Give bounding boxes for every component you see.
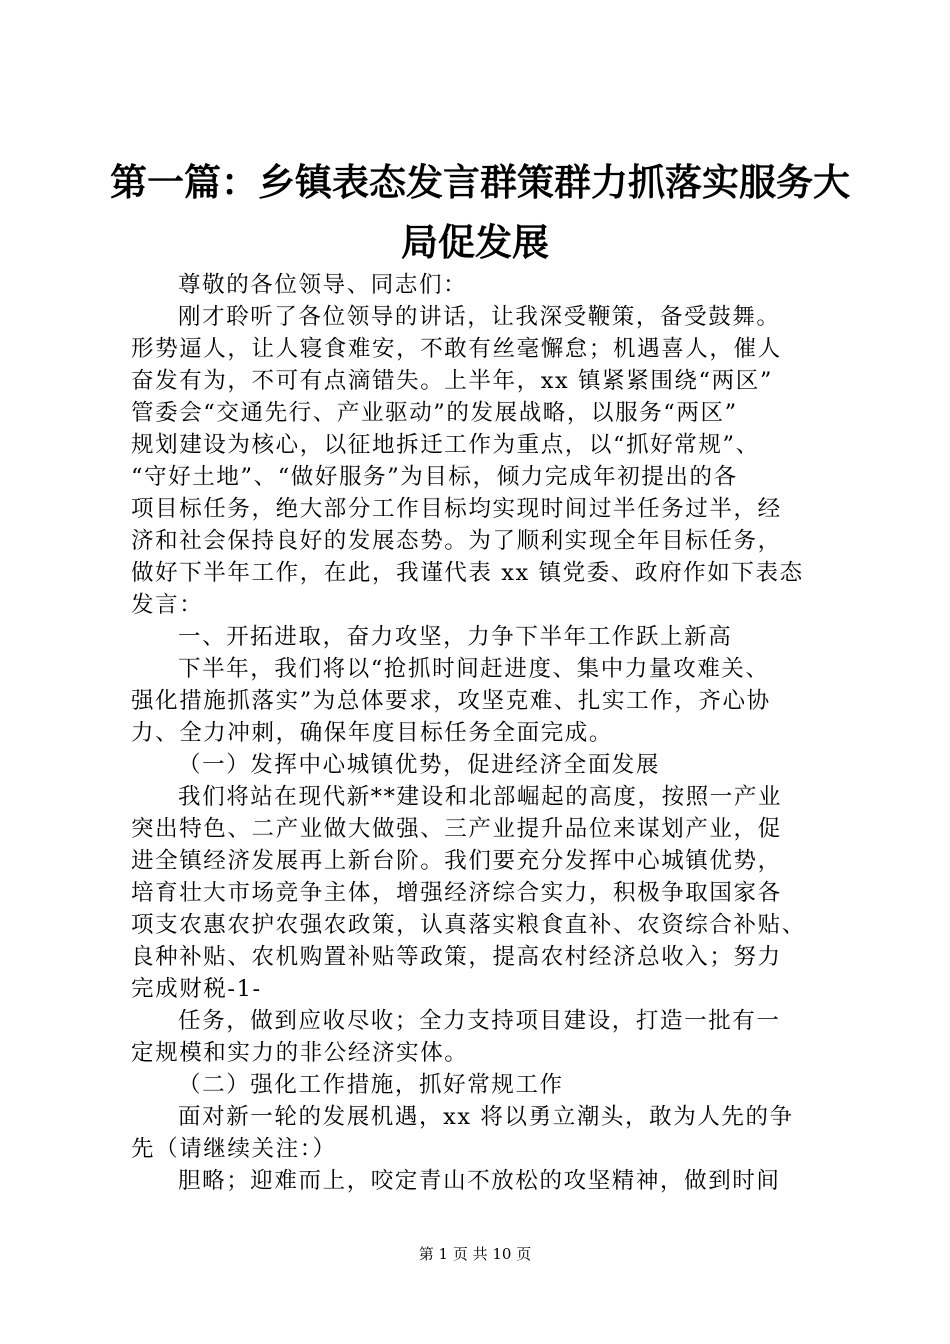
body-line: 尊敬的各位领导、同志们： — [178, 272, 468, 298]
section-heading: 一、开拓进取，奋力攻坚，力争下半年工作跃上新高 — [178, 624, 733, 650]
body-line: 奋发有为，不可有点滴错失。上半年，xx 镇紧紧围绕“两区” — [131, 368, 773, 394]
body-line: 刚才聆听了各位领导的讲话，让我深受鞭策，备受鼓舞。 — [178, 304, 781, 330]
body-line: 下半年，我们将以“抢抓时间赶进度、集中力量攻难关、 — [178, 656, 770, 682]
body-line: 先（请继续关注：） — [131, 1136, 337, 1162]
body-line: 完成财税-1- — [131, 976, 262, 1002]
body-line: 进全镇经济发展再上新台阶。我们要充分发挥中心城镇优势， — [131, 848, 782, 874]
subsection-heading: （二）强化工作措施，抓好常规工作 — [178, 1072, 564, 1098]
subsection-heading: （一）发挥中心城镇优势，促进经济全面发展 — [178, 752, 661, 778]
body-line: 形势逼人，让人寝食难安，不敢有丝毫懈怠；机遇喜人，催人 — [131, 336, 782, 362]
body-line: 胆略；迎难而上，咬定青山不放松的攻坚精神，做到时间 — [178, 1168, 781, 1194]
body-line: 济和社会保持良好的发展态势。为了顺利实现全年目标任务， — [131, 528, 782, 554]
body-line: 良种补贴、农机购置补贴等政策，提高农村经济总收入；努力 — [131, 944, 782, 970]
body-line: 发言： — [131, 592, 204, 618]
document-title-line-2: 局促发展 — [401, 221, 549, 264]
body-line: 管委会“交通先行、产业驱动”的发展战略，以服务“两区” — [131, 400, 738, 426]
document-title-line-1: 第一篇：乡镇表态发言群策群力抓落实服务大 — [110, 161, 850, 204]
body-line: “守好土地”、“做好服务”为目标，倾力完成年初提出的各 — [131, 464, 738, 490]
body-line: 力、全力冲刺，确保年度目标任务全面完成。 — [131, 720, 614, 746]
body-line: 规划建设为核心，以征地拆迁工作为重点，以“抓好常规”、 — [131, 432, 760, 458]
body-line: 强化措施抓落实”为总体要求，攻坚克难、扎实工作，齐心协 — [131, 688, 771, 714]
body-line: 面对新一轮的发展机遇，xx 将以勇立潮头，敢为人先的争 — [178, 1104, 794, 1130]
body-line: 培育壮大市场竞争主体，增强经济综合实力，积极争取国家各 — [131, 880, 782, 906]
body-line: 做好下半年工作，在此，我谨代表 xx 镇党委、政府作如下表态 — [131, 560, 804, 586]
body-line: 项支农惠农护农强农政策，认真落实粮食直补、农资综合补贴、 — [131, 912, 806, 938]
body-line: 项目标任务，绝大部分工作目标均实现时间过半任务过半，经 — [131, 496, 782, 522]
body-line: 我们将站在现代新**建设和北部崛起的高度，按照一产业 — [178, 784, 783, 810]
body-line: 任务，做到应收尽收；全力支持项目建设，打造一批有一 — [178, 1008, 781, 1034]
page-footer: 第 1 页 共 10 页 — [418, 1245, 532, 1263]
body-line: 定规模和实力的非公经济实体。 — [131, 1040, 469, 1066]
body-line: 突出特色、二产业做大做强、三产业提升品位来谋划产业，促 — [131, 816, 782, 842]
